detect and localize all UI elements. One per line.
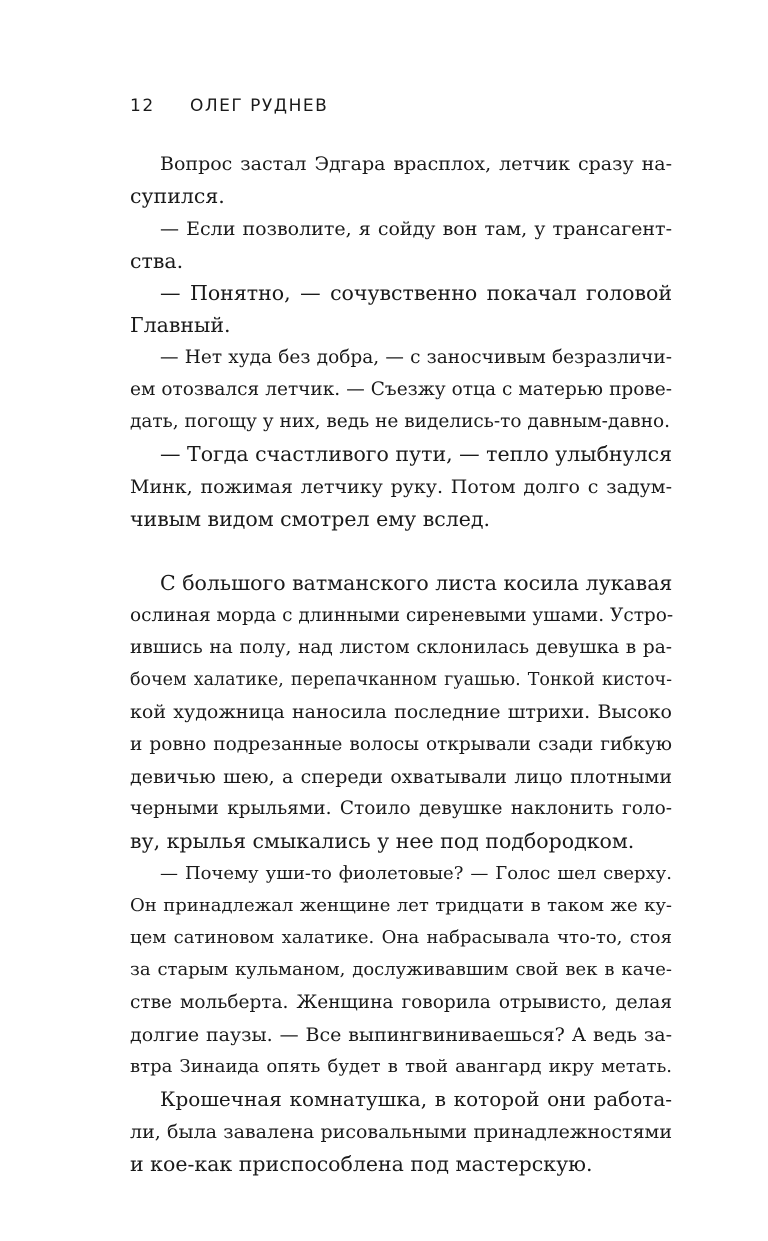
text-line: Главный. xyxy=(130,313,231,338)
text-line: за старым кульманом, дослуживавшим свой век в каче- xyxy=(130,959,672,981)
text-line: дать, погощу у них, ведь не виделись-то давным-давно. xyxy=(130,411,671,432)
text-line: — Если позволите, я сойду вон там, у трансагент- xyxy=(160,217,672,240)
text-line: С большого ватманского листа косила лукавая xyxy=(160,571,673,596)
text-line: цем сатиновом халатике. Она набрасывала что-то, стоя xyxy=(130,927,672,948)
text-line: втра Зинаида опять будет в твой авангард икру метать. xyxy=(130,1056,672,1077)
text-line: ем отозвался летчик. — Съезжу отца с матерью прове- xyxy=(130,378,672,400)
text-line: ства. xyxy=(130,248,184,273)
text-line: — Нет худа без добра, — с заносчивым безразличи- xyxy=(160,346,672,368)
author-name: ОЛЕГ РУДНЕВ xyxy=(190,96,329,116)
text-line: ли, была завалена рисовальными принадлежностями xyxy=(130,1120,672,1143)
text-line: долгие паузы. — Все выпингвиниваешься? А ведь за- xyxy=(130,1023,672,1046)
text-line: и ровно подрезанные волосы открывали сзади гибкую xyxy=(130,733,672,755)
text-line: ослиная морда с длинными сиреневыми ушами. Устро- xyxy=(130,604,674,626)
page-number: 12 xyxy=(130,96,155,116)
text-line: супился. xyxy=(130,184,225,209)
text-line: Минк, пожимая летчику руку. Потом долго с задум- xyxy=(130,475,672,498)
text-line: Он принадлежал женщине лет тридцати в таком же ку- xyxy=(130,894,672,916)
section-break xyxy=(130,535,672,567)
text-line: Вопрос застал Эдгара врасплох, летчик сразу на- xyxy=(160,153,672,175)
text-line: Крошечная комнатушка, в которой они работа- xyxy=(160,1087,672,1112)
text-line: и кое-как приспособлена под мастерскую. xyxy=(130,1151,593,1176)
running-header xyxy=(130,96,328,116)
text-line: ившись на полу, над листом склонилась девушка в ра- xyxy=(130,636,672,658)
text-line: ву, крылья смыкались у нее под подбородком. xyxy=(130,829,635,854)
text-line: девичью шею, а спереди охватывали лицо плотными xyxy=(130,765,672,788)
text-line: стве мольберта. Женщина говорила отрывисто, делая xyxy=(130,991,672,1013)
text-line: — Почему уши-то фиолетовые? — Голос шел сверху. xyxy=(160,862,672,884)
text-line: кой художница наносила последние штрихи. Высоко xyxy=(130,701,672,724)
text-line: — Тогда счастливого пути, — тепло улыбнулся xyxy=(160,442,673,467)
text-line: — Понятно, — сочувственно покачал головой xyxy=(160,281,672,305)
body-text xyxy=(130,148,672,1180)
text-line: черными крыльями. Стоило девушке наклонить голо- xyxy=(130,798,672,819)
text-line: чивым видом смотрел ему вслед. xyxy=(130,506,491,531)
text-line: бочем халатике, перепачканном гуашью. Тонкой кисточ- xyxy=(130,670,672,690)
